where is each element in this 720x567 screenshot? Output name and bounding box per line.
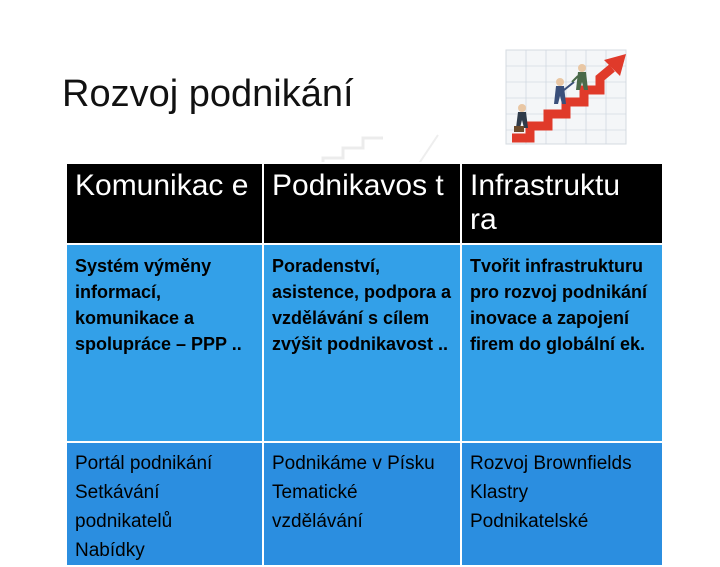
table-row: [66, 244, 663, 442]
activity-item: Tematické vzdělávání: [272, 482, 363, 532]
activity-item: Nabídky: [75, 540, 145, 561]
cell-infrastruktura-activities: [461, 442, 663, 566]
table-header-row: [66, 163, 663, 244]
cell-podnikavost-activities: [263, 442, 461, 566]
table-row: [66, 442, 663, 566]
cell-infrastruktura-description: Tvořit infrastrukturu pro rozvoj podnikání inovace a zapojení firem do globální ek.: [461, 244, 663, 442]
header-infrastruktura: Infrastruktu ra: [461, 163, 663, 244]
activity-item: Portál podnikání: [75, 453, 213, 474]
cell-komunikace-activities: [66, 442, 263, 566]
activity-item: Podnikáme v Písku: [272, 453, 435, 474]
content-table: [65, 162, 664, 567]
content-table-wrapper: [65, 162, 662, 561]
activity-item: Podnikatelské: [470, 511, 589, 532]
activity-item: Rozvoj Brownfields: [470, 453, 632, 474]
business-people-stairs-clipart: [500, 46, 632, 148]
activity-item: Setkávání podnikatelů: [75, 482, 173, 532]
slide-title: Rozvoj podnikání: [62, 73, 354, 115]
cell-komunikace-description: Systém výměny informací, komunikace a spolupráce – PPP ..: [66, 244, 263, 442]
cell-podnikavost-description: Poradenství, asistence, podpora a vzdělávání s cílem zvýšit podnikavost ..: [263, 244, 461, 442]
header-podnikavost: Podnikavos t: [263, 163, 461, 244]
header-komunikace: Komunikac e: [66, 163, 263, 244]
activity-item: Klastry: [470, 482, 529, 503]
